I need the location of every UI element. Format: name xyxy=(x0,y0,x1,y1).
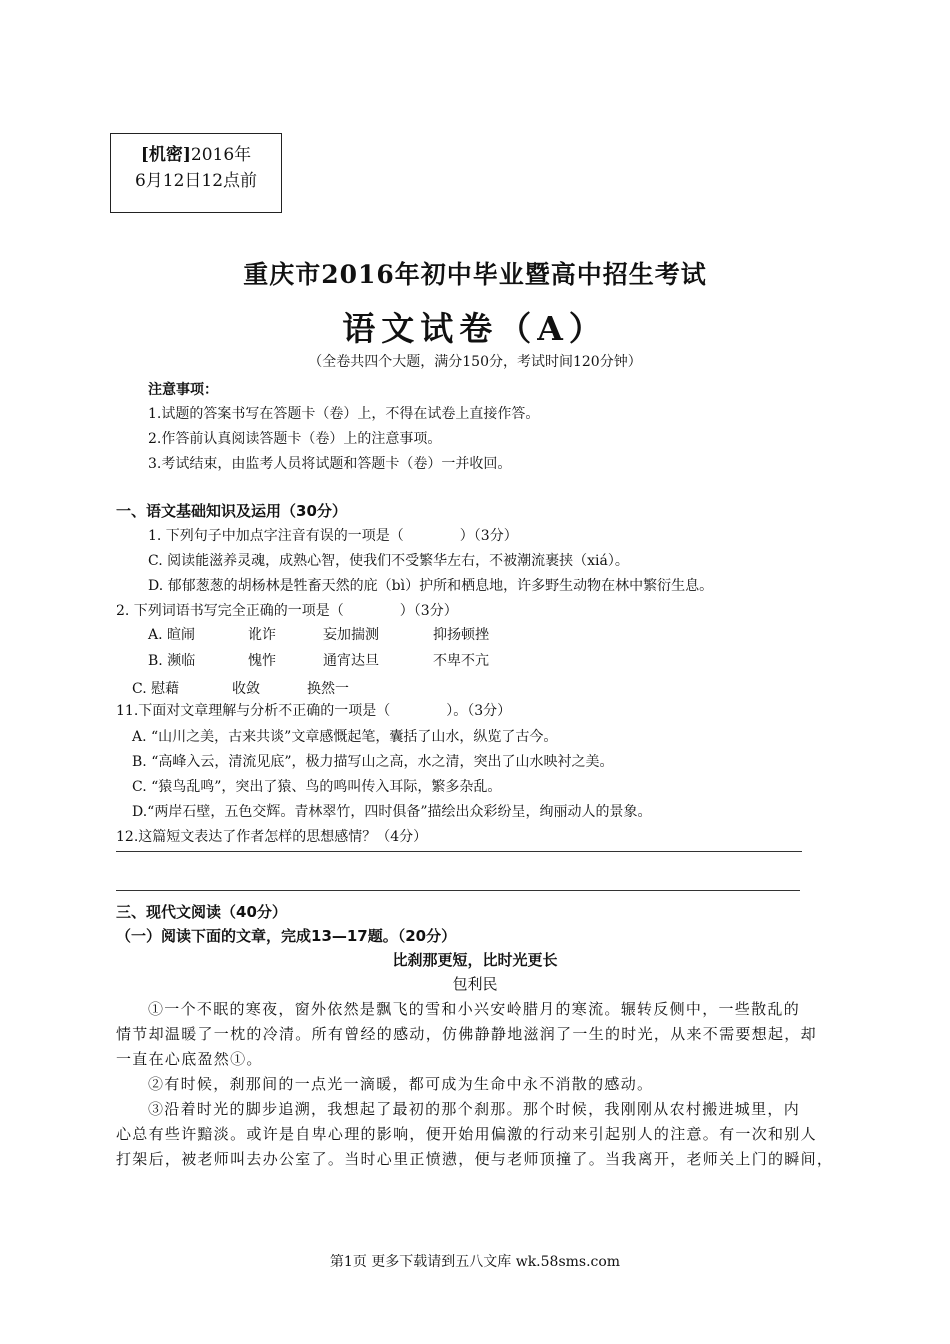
q11-stem: 11.下面对文章理解与分析不正确的一项是（ ）。（3分） xyxy=(116,703,512,719)
q12-stem: 12.这篇短文表达了作者怎样的思想感情？（4分） xyxy=(116,829,428,845)
paragraph-line: 打架后，被老师叫去办公室了。当时心里正愤懑，便与老师顶撞了。当我离开，老师关上门的瞬间， xyxy=(116,1150,834,1168)
q11-option-c: C. “猿鸟乱鸣”，突出了猿、鸟的鸣叫传入耳际，繁多杂乱。 xyxy=(132,779,502,795)
q1-option-c: C. 阅读能滋养灵魂，成熟心智，使我们不受繁华左右，不被潮流裹挟（xiá）。 xyxy=(148,553,629,569)
q2-row-b-word: 不卑不亢 xyxy=(433,653,489,669)
q2-row-b-word: 愧怍 xyxy=(248,653,276,669)
paper-title: 语文试卷（A） xyxy=(342,309,608,348)
article-title: 比刹那更短，比时光更长 xyxy=(392,951,558,969)
q11-option-b: B. “高峰入云，清流见底”，极力描写山之高，水之清，突出了山水映衬之美。 xyxy=(132,754,614,770)
q2-row-a-word: 讹诈 xyxy=(248,627,276,643)
confidential-tag: [机密] xyxy=(140,145,191,165)
paragraph-line: ①一个不眠的寒夜，窗外依然是飘飞的雪和小兴安岭腊月的寒流。辗转反侧中，一些散乱的 xyxy=(148,1000,801,1018)
q2-row-a-word: 妄加揣测 xyxy=(323,627,379,643)
q2-row-c-word: C. 慰藉 xyxy=(132,681,180,697)
q1-stem: 1. 下列句子中加点字注音有误的一项是（ ）（3分） xyxy=(148,528,518,544)
q1-option-d: D. 郁郁葱葱的胡杨林是牲畜天然的庇（bì）护所和栖息地，许多野生动物在林中繁衍生息。 xyxy=(148,578,714,594)
q2-row-c-word: 收敛 xyxy=(232,681,260,697)
paragraph-line: ③沿着时光的脚步追溯，我想起了最初的那个刹那。那个时候，我刚刚从农村搬进城里，内 xyxy=(148,1100,801,1118)
q2-row-b-word: 通宵达旦 xyxy=(323,653,379,669)
q2-row-b-word: B. 濒临 xyxy=(148,653,196,669)
notes-heading: 注意事项： xyxy=(148,382,218,398)
section3-subheading: （一）阅读下面的文章，完成13—17题。（20分） xyxy=(116,927,457,945)
article-author: 包利民 xyxy=(452,975,498,993)
confidential-box xyxy=(110,133,282,213)
page-footer: 第1页 更多下载请到五八文库 wk.58sms.com xyxy=(329,1254,621,1270)
paragraph-line: 心总有些许黯淡。或许是自卑心理的影响，便开始用偏激的行动来引起别人的注意。有一次和别人 xyxy=(116,1125,817,1143)
paragraph-line: ②有时候，刹那间的一点光一滴暖，都可成为生命中永不消散的感动。 xyxy=(148,1075,654,1093)
confidential-year: 2016年 xyxy=(190,145,252,165)
note-item: 3.考试结束，由监考人员将试题和答题卡（卷）一并收回。 xyxy=(148,456,512,472)
paragraph-line: 一直在心底盈然①。 xyxy=(116,1050,263,1068)
q11-option-a: A. “山川之美，古来共谈”文章感慨起笔，囊括了山水，纵览了古今。 xyxy=(132,729,558,745)
answer-line xyxy=(116,851,802,852)
q2-stem: 2. 下列词语书写完全正确的一项是（ ）（3分） xyxy=(116,603,458,619)
confidential-deadline: 6月12日12点前 xyxy=(134,171,258,191)
q11-option-d: D.“两岸石壁，五色交辉。青林翠竹，四时俱备”描绘出众彩纷呈，绚丽动人的景象。 xyxy=(132,804,652,820)
q2-row-a-word: A. 暄闹 xyxy=(148,627,196,643)
answer-line xyxy=(116,890,800,891)
note-item: 2.作答前认真阅读答题卡（卷）上的注意事项。 xyxy=(148,431,442,447)
note-item: 1.试题的答案书写在答题卡（卷）上，不得在试卷上直接作答。 xyxy=(148,406,540,422)
q2-row-a-word: 抑扬顿挫 xyxy=(433,627,489,643)
section1-heading: 一、语文基础知识及运用（30分） xyxy=(116,502,347,520)
exam-title: 重庆市2016年初中毕业暨高中招生考试 xyxy=(243,260,707,289)
paragraph-line: 情节却温暖了一枕的冷清。所有曾经的感动，仿佛静静地滋润了一生的时光，从来不需要想起，却 xyxy=(116,1025,817,1043)
q2-row-c-word: 换然一 xyxy=(307,681,349,697)
exam-subtitle: （全卷共四个大题，满分150分，考试时间120分钟） xyxy=(308,354,642,370)
section3-heading: 三、现代文阅读（40分） xyxy=(116,903,287,921)
